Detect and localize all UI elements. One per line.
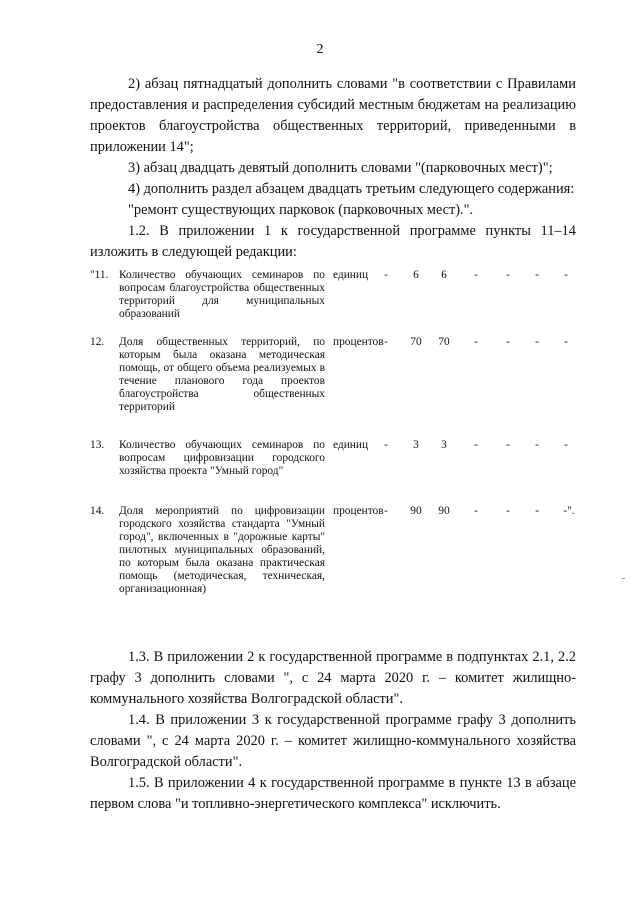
row-value: - bbox=[474, 269, 478, 281]
row-value: 6 bbox=[413, 269, 419, 281]
page-number: 2 bbox=[316, 42, 324, 57]
row-value: 90 bbox=[438, 505, 450, 517]
top-text-block bbox=[90, 74, 576, 263]
row-value: - bbox=[535, 439, 539, 451]
bottom-text-block bbox=[90, 647, 576, 815]
row-unit: процентов bbox=[333, 336, 384, 348]
row-value: - bbox=[506, 439, 510, 451]
paragraph-1-3: 1.3. В приложении 2 к государственной программе в подпунктах 2.1, 2.2 графу 3 дополнить словами ", с 24 марта 2020 г. – комитет жилищно-коммунального хозяйства Волгоградской области". bbox=[90, 649, 576, 707]
row-description: Доля мероприятий по цифровизации городского хозяйства стандарта "Умный город", включенных в "дорожные карты" пилотных муниципальных образований, по которым была оказана практическая помощь (методическая, техническая, организационная) bbox=[119, 505, 325, 595]
row-value: - bbox=[535, 336, 539, 348]
paragraph-1-5: 1.5. В приложении 4 к государственной программе в пункте 13 в абзаце первом слова "и топливно-энергетического комплекса" исключить. bbox=[90, 775, 576, 812]
row-value: 70 bbox=[438, 336, 450, 348]
row-number: 13. bbox=[90, 439, 105, 451]
row-value: - bbox=[564, 439, 568, 451]
row-value: 3 bbox=[413, 439, 419, 451]
paragraph-item-3: 3) абзац двадцать девятый дополнить словами "(парковочных мест)"; bbox=[128, 160, 553, 176]
row-unit: единиц bbox=[333, 269, 369, 281]
row-unit: процентов bbox=[333, 505, 384, 517]
row-description: Доля общественных территорий, по которым была оказана методическая помощь, от общего объема реализуемых в течение планового года проектов благоустройства общественных территорий bbox=[119, 336, 325, 413]
row-value: - bbox=[564, 269, 568, 281]
row-value: - bbox=[564, 336, 568, 348]
scan-mark bbox=[622, 578, 625, 579]
row-number: 14. bbox=[90, 505, 105, 517]
row-value: - bbox=[384, 505, 388, 517]
paragraph-1-4: 1.4. В приложении 3 к государственной программе графу 3 дополнить словами ", с 24 марта 2020 г. – комитет жилищно-коммунального хозяйства Волгоградской области". bbox=[90, 712, 576, 770]
row-value: - bbox=[535, 269, 539, 281]
row-unit: единиц bbox=[333, 439, 369, 451]
row-value: - bbox=[384, 269, 388, 281]
row-description: Количество обучающих семинаров по вопросам благоустройства общественных территорий для муниципальных образований bbox=[119, 269, 325, 320]
row-value: 70 bbox=[410, 336, 422, 348]
row-value: - bbox=[506, 269, 510, 281]
row-value: 6 bbox=[441, 269, 447, 281]
paragraph-item-4: 4) дополнить раздел абзацем двадцать третьим следующего содержания: bbox=[128, 181, 575, 197]
row-value: - bbox=[535, 505, 539, 517]
row-value: 3 bbox=[441, 439, 447, 451]
row-value: - bbox=[384, 336, 388, 348]
row-number: 12. bbox=[90, 336, 105, 348]
row-value: 90 bbox=[410, 505, 422, 517]
row-value: - bbox=[506, 336, 510, 348]
paragraph-quote: "ремонт существующих парковок (парковочных мест).". bbox=[128, 202, 474, 218]
row-value: - bbox=[384, 439, 388, 451]
row-value: - bbox=[506, 505, 510, 517]
row-value: - bbox=[474, 439, 478, 451]
row-description: Количество обучающих семинаров по вопросам цифровизации городского хозяйства проекта "Умный город" bbox=[119, 439, 325, 477]
row-value: -". bbox=[563, 505, 575, 517]
row-value: - bbox=[474, 505, 478, 517]
paragraph-item-2: 2) абзац пятнадцатый дополнить словами "в соответствии с Правилами предоставления и распределения субсидий местным бюджетам на реализацию проектов благоустройства общественных территорий, приведенными в приложении 14"; bbox=[90, 76, 576, 155]
paragraph-1-2: 1.2. В приложении 1 к государственной программе пункты 11–14 изложить в следующей редакции: bbox=[90, 223, 576, 260]
row-value: - bbox=[474, 336, 478, 348]
row-number: "11. bbox=[90, 269, 109, 281]
